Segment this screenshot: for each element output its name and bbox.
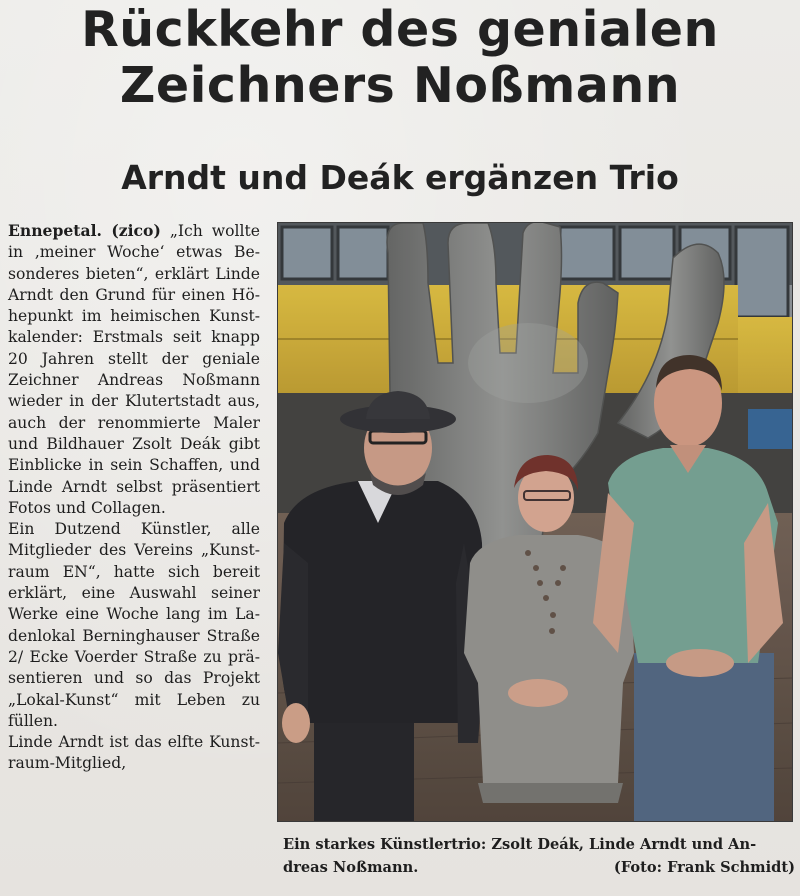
caption-line-2: [283, 856, 795, 879]
article-line: Linde Arndt ist das elfte Kunst-: [8, 733, 260, 752]
article-line: erklärt, eine Auswahl seiner: [8, 584, 260, 603]
dateline: Ennepetal. (zico): [8, 221, 161, 240]
photo-credit: (Foto: Frank Schmidt): [613, 859, 795, 876]
article-line: Einblicke in sein Schaffen, und: [8, 456, 260, 475]
article-line: raum-Mitglied,: [8, 754, 127, 773]
article-line: Werke eine Woche lang im La-: [8, 605, 260, 624]
caption-text: dreas Noßmann.: [283, 859, 419, 876]
article-body: [8, 220, 260, 775]
article-line: Zeichner Andreas Noßmann: [8, 371, 260, 390]
article-line: in ‚meiner Woche‘ etwas Be-: [8, 243, 260, 262]
headline: [0, 2, 800, 114]
article-line: Arndt den Grund für einen Hö-: [8, 285, 260, 304]
article-line: Ein Dutzend Künstler, alle: [8, 520, 260, 539]
article-line: sonderes bieten“, erklärt Linde: [8, 264, 260, 283]
article-line: und Bildhauer Zsolt Deák gibt: [8, 434, 260, 453]
article-line: 2/ Ecke Voerder Straße zu prä-: [8, 647, 260, 666]
article-line: auch der renommierte Maler: [8, 413, 260, 432]
article-line: hepunkt im heimischen Kunst-: [8, 307, 260, 326]
article-line: sentieren und so das Projekt: [8, 669, 260, 688]
article-line: 20 Jahren stellt der geniale: [8, 349, 260, 368]
article-line: füllen.: [8, 711, 59, 730]
headline-line-2: Zeichners Noßmann: [119, 57, 681, 114]
article-line: Fotos und Collagen.: [8, 498, 166, 517]
article-line: wieder in der Klutertstadt aus,: [8, 392, 260, 411]
caption-line-1: Ein starkes Künstlertrio: Zsolt Deák, Linde Arndt und An-: [283, 836, 757, 853]
article-line: kalender: Erstmals seit knapp: [8, 328, 260, 347]
article-line: raum EN“, hatte sich bereit: [8, 562, 260, 581]
article-line: „Lokal-Kunst“ mit Leben zu: [8, 690, 260, 709]
article-line: Ennepetal. (zico) „Ich wollte: [8, 221, 260, 240]
group-photo: [277, 222, 793, 822]
photo-caption: [283, 833, 795, 879]
group-photo-illustration: [278, 223, 792, 821]
headline-line-1: Rückkehr des genialen: [81, 1, 719, 58]
article-line: denlokal Berninghauser Straße: [8, 626, 260, 645]
article-line: Linde Arndt selbst präsentiert: [8, 477, 260, 496]
article-line: Mitglieder des Vereins „Kunst-: [8, 541, 260, 560]
subheadline: Arndt und Deák ergänzen Trio: [121, 158, 679, 197]
